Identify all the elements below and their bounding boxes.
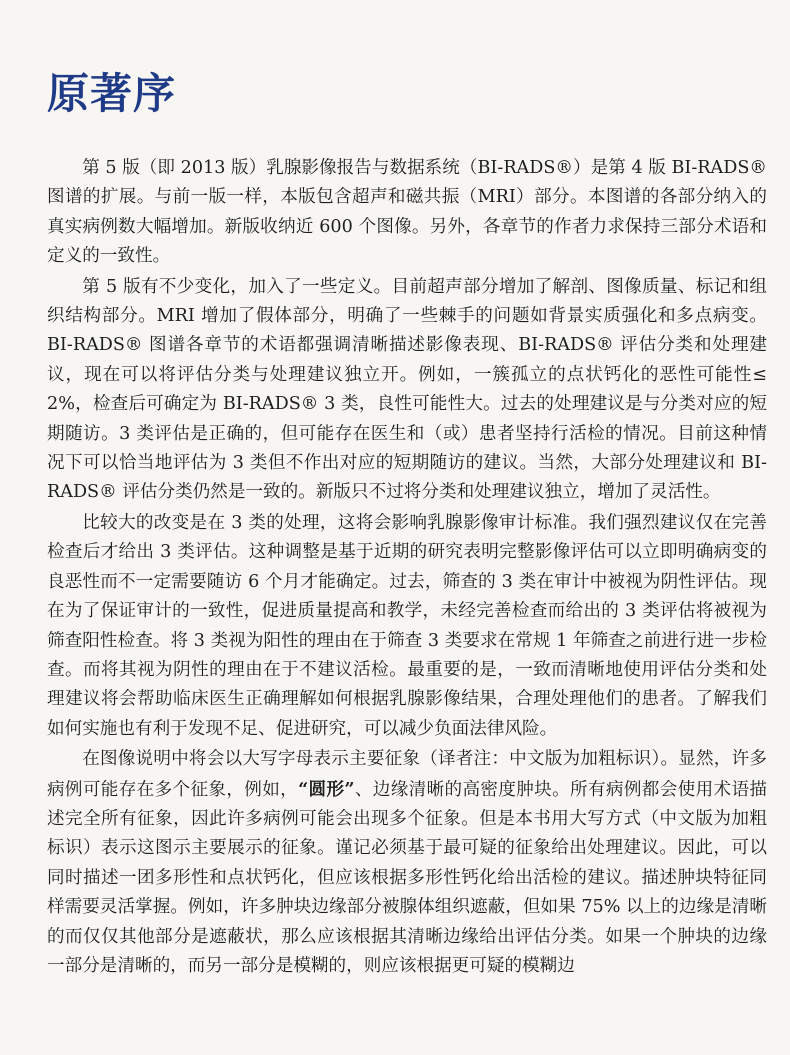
paragraph-4-text-after: 、边缘清晰的高密度肿块。所有病例都会使用术语描述完全所有征象，因此许多病例可能会出现多个征象。但是本书用大写方式（中文版为加粗标识）表示这图示主要展示的征象。谨记必须基于最可疑的征象给出处理建议。因此，可以同时描述一团多形性和点状钙化，但应该根据多形性钙化给出活检的建议。描述肿块特征同样需要灵活掌握。例如，许多肿块边缘部分被腺体组织遮蔽，但如果 75% 以上的边缘是清晰的而仅仅其他部分是遮蔽状，那么应该根据其清晰边缘给出评估分类。如果一个肿块的边缘一部分是清晰的，而另一部分是模糊的，则应该根据更可疑的模糊边 <box>47 779 767 976</box>
page-title: 原著序 <box>47 69 177 118</box>
preface-body <box>47 154 767 982</box>
paragraph-4-text-before: 在图像说明中将会以大写字母表示主要征象（译者注：中文版为加粗标识）。显然，许多病例可能存在多个征象，例如， <box>47 749 767 800</box>
paragraph-3: 比较大的改变是在 3 类的处理，这将会影响乳腺影像审计标准。我们强烈建议仅在完善检查后才给出 3 类评估。这种调整是基于近期的研究表明完整影像评估可以立即明确病变的良恶性而不一定需要随访 6 个月才能确定。过去，筛查的 3 类在审计中被视为阴性评估。现在为了保证审计的一致性，促进质量提高和教学，未经完善检查而给出的 3 类评估将被视为筛查阳性检查。将 3 类视为阳性的理由在于筛查 3 类要求在常规 1 年筛查之前进行进一步检查。而将其视为阴性的理由在于不建议活检。最重要的是，一致而清晰地使用评估分类和处理建议将会帮助临床医生正确理解如何根据乳腺影像结果，合理处理他们的患者。了解我们如何实施也有利于发现不足、促进研究，可以减少负面法律风险。 <box>47 512 767 739</box>
paragraph-2: 第 5 版有不少变化，加入了一些定义。目前超声部分增加了解剖、图像质量、标记和组织结构部分。MRI 增加了假体部分，明确了一些棘手的问题如背景实质强化和多点病变。BI-RADS® 图谱各章节的术语都强调清晰描述影像表现、BI-RADS® 评估分类和处理建议，现在可以将评估分类与处理建议独立开。例如，一簇孤立的点状钙化的恶性可能性≤ 2%，检查后可确定为 BI-RADS® 3 类，良性可能性大。过去的处理建议是与分类对应的短期随访。3 类评估是正确的，但可能存在医生和（或）患者坚持行活检的情况。目前这种情况下可以恰当地评估为 3 类但不作出对应的短期随访的建议。当然，大部分处理建议和 BI-RADS® 评估分类仍然是一致的。新版只不过将分类和处理建议独立，增加了灵活性。 <box>47 276 767 503</box>
paragraph-4-bold-term: “圆形” <box>298 778 355 800</box>
paragraph-1: 第 5 版（即 2013 版）乳腺影像报告与数据系统（BI-RADS®）是第 4 版 BI-RADS® 图谱的扩展。与前一版一样，本版包含超声和磁共振（MRI）部分。本图谱的各部分纳入的真实病例数大幅增加。新版收纳近 600 个图像。另外，各章节的作者力求保持三部分术语和定义的一致性。 <box>47 158 767 267</box>
paragraph-4 <box>47 745 767 981</box>
